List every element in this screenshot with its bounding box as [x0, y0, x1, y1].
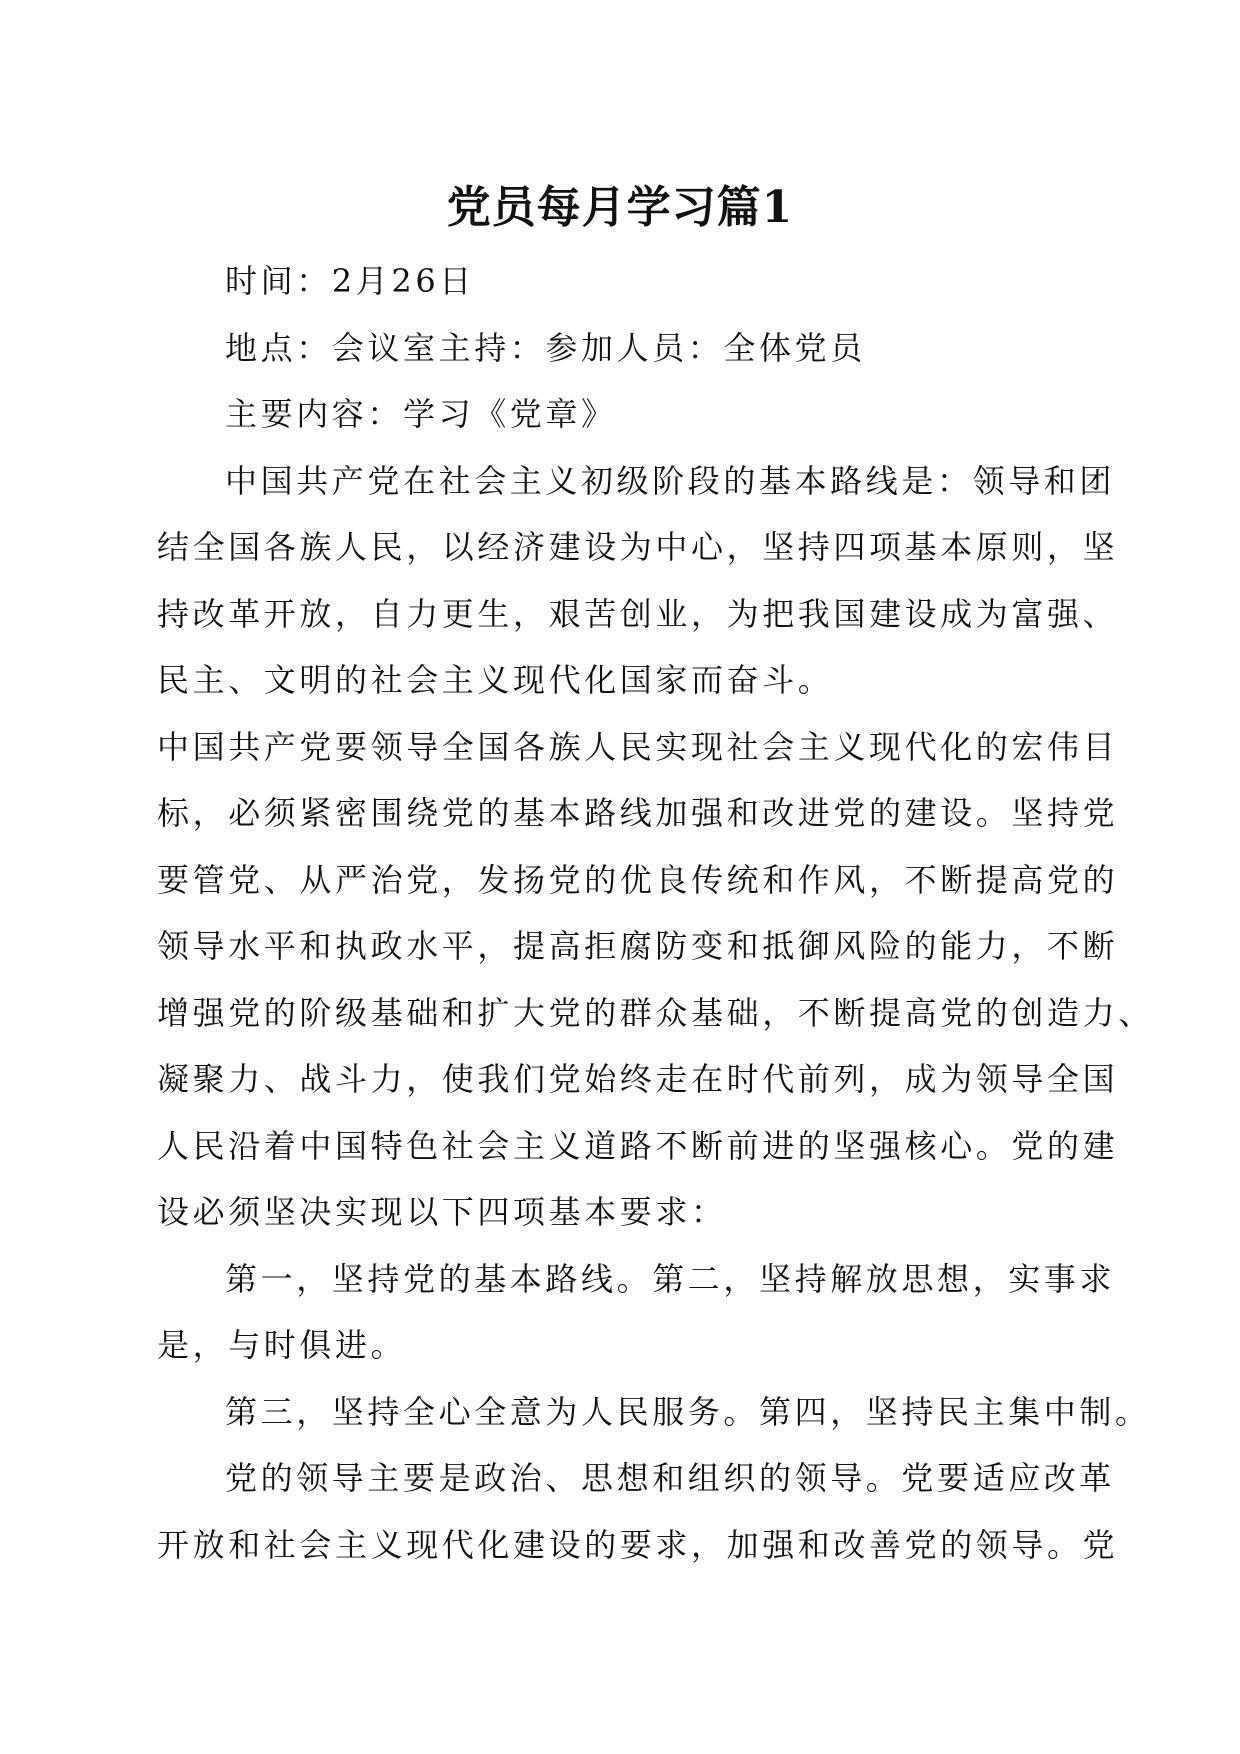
- meeting-location: 地点：会议室主持：参加人员：全体党员: [225, 328, 866, 367]
- paragraph-line: 领导水平和执政水平，提高拒腐防变和抵御风险的能力，不断: [157, 927, 1119, 965]
- meeting-content: 主要内容：学习《党章》: [225, 395, 617, 433]
- paragraph-line: 结全国各族人民，以经济建设为中心，坚持四项基本原则，坚: [157, 528, 1119, 566]
- paragraph-line: 增强党的阶级基础和扩大党的群众基础，不断提高党的创造力、: [157, 993, 1154, 1032]
- paragraph-line: 开放和社会主义现代化建设的要求，加强和改善党的领导。党: [157, 1525, 1119, 1564]
- paragraph-line: 党的领导主要是政治、思想和组织的领导。党要适应改革: [225, 1459, 1116, 1497]
- paragraph-line: 第三，坚持全心全意为人民服务。第四，坚持民主集中制。: [225, 1392, 1151, 1431]
- paragraph-line: 持改革开放，自力更生，艰苦创业，为把我国建设成为富强、: [157, 594, 1119, 633]
- paragraph-line: 是，与时俱进。: [157, 1326, 407, 1364]
- document-title: 党员每月学习篇1: [446, 182, 794, 233]
- document-body: [157, 248, 1154, 1578]
- paragraph-line: 民主、文明的社会主义现代化国家而奋斗。: [157, 661, 834, 699]
- paragraph-line: 要管党、从严治党，发扬党的优良传统和作风，不断提高党的: [157, 860, 1119, 899]
- paragraph-line: 第一，坚持党的基本路线。第二，坚持解放思想，实事求: [225, 1259, 1116, 1298]
- paragraph-line: 标，必须紧密围绕党的基本路线加强和改进党的建设。坚持党: [157, 794, 1119, 832]
- paragraph-line: 人民沿着中国特色社会主义道路不断前进的坚强核心。党的建: [157, 1126, 1119, 1165]
- paragraph-line: 设必须坚决实现以下四项基本要求：: [157, 1193, 727, 1231]
- paragraph-line: 中国共产党在社会主义初级阶段的基本路线是：领导和团: [225, 461, 1116, 500]
- paragraph-line: 中国共产党要领导全国各族人民实现社会主义现代化的宏伟目: [157, 727, 1119, 766]
- paragraph-line: 凝聚力、战斗力，使我们党始终走在时代前列，成为领导全国: [157, 1060, 1119, 1098]
- meeting-time: 时间：2月26日: [225, 262, 475, 300]
